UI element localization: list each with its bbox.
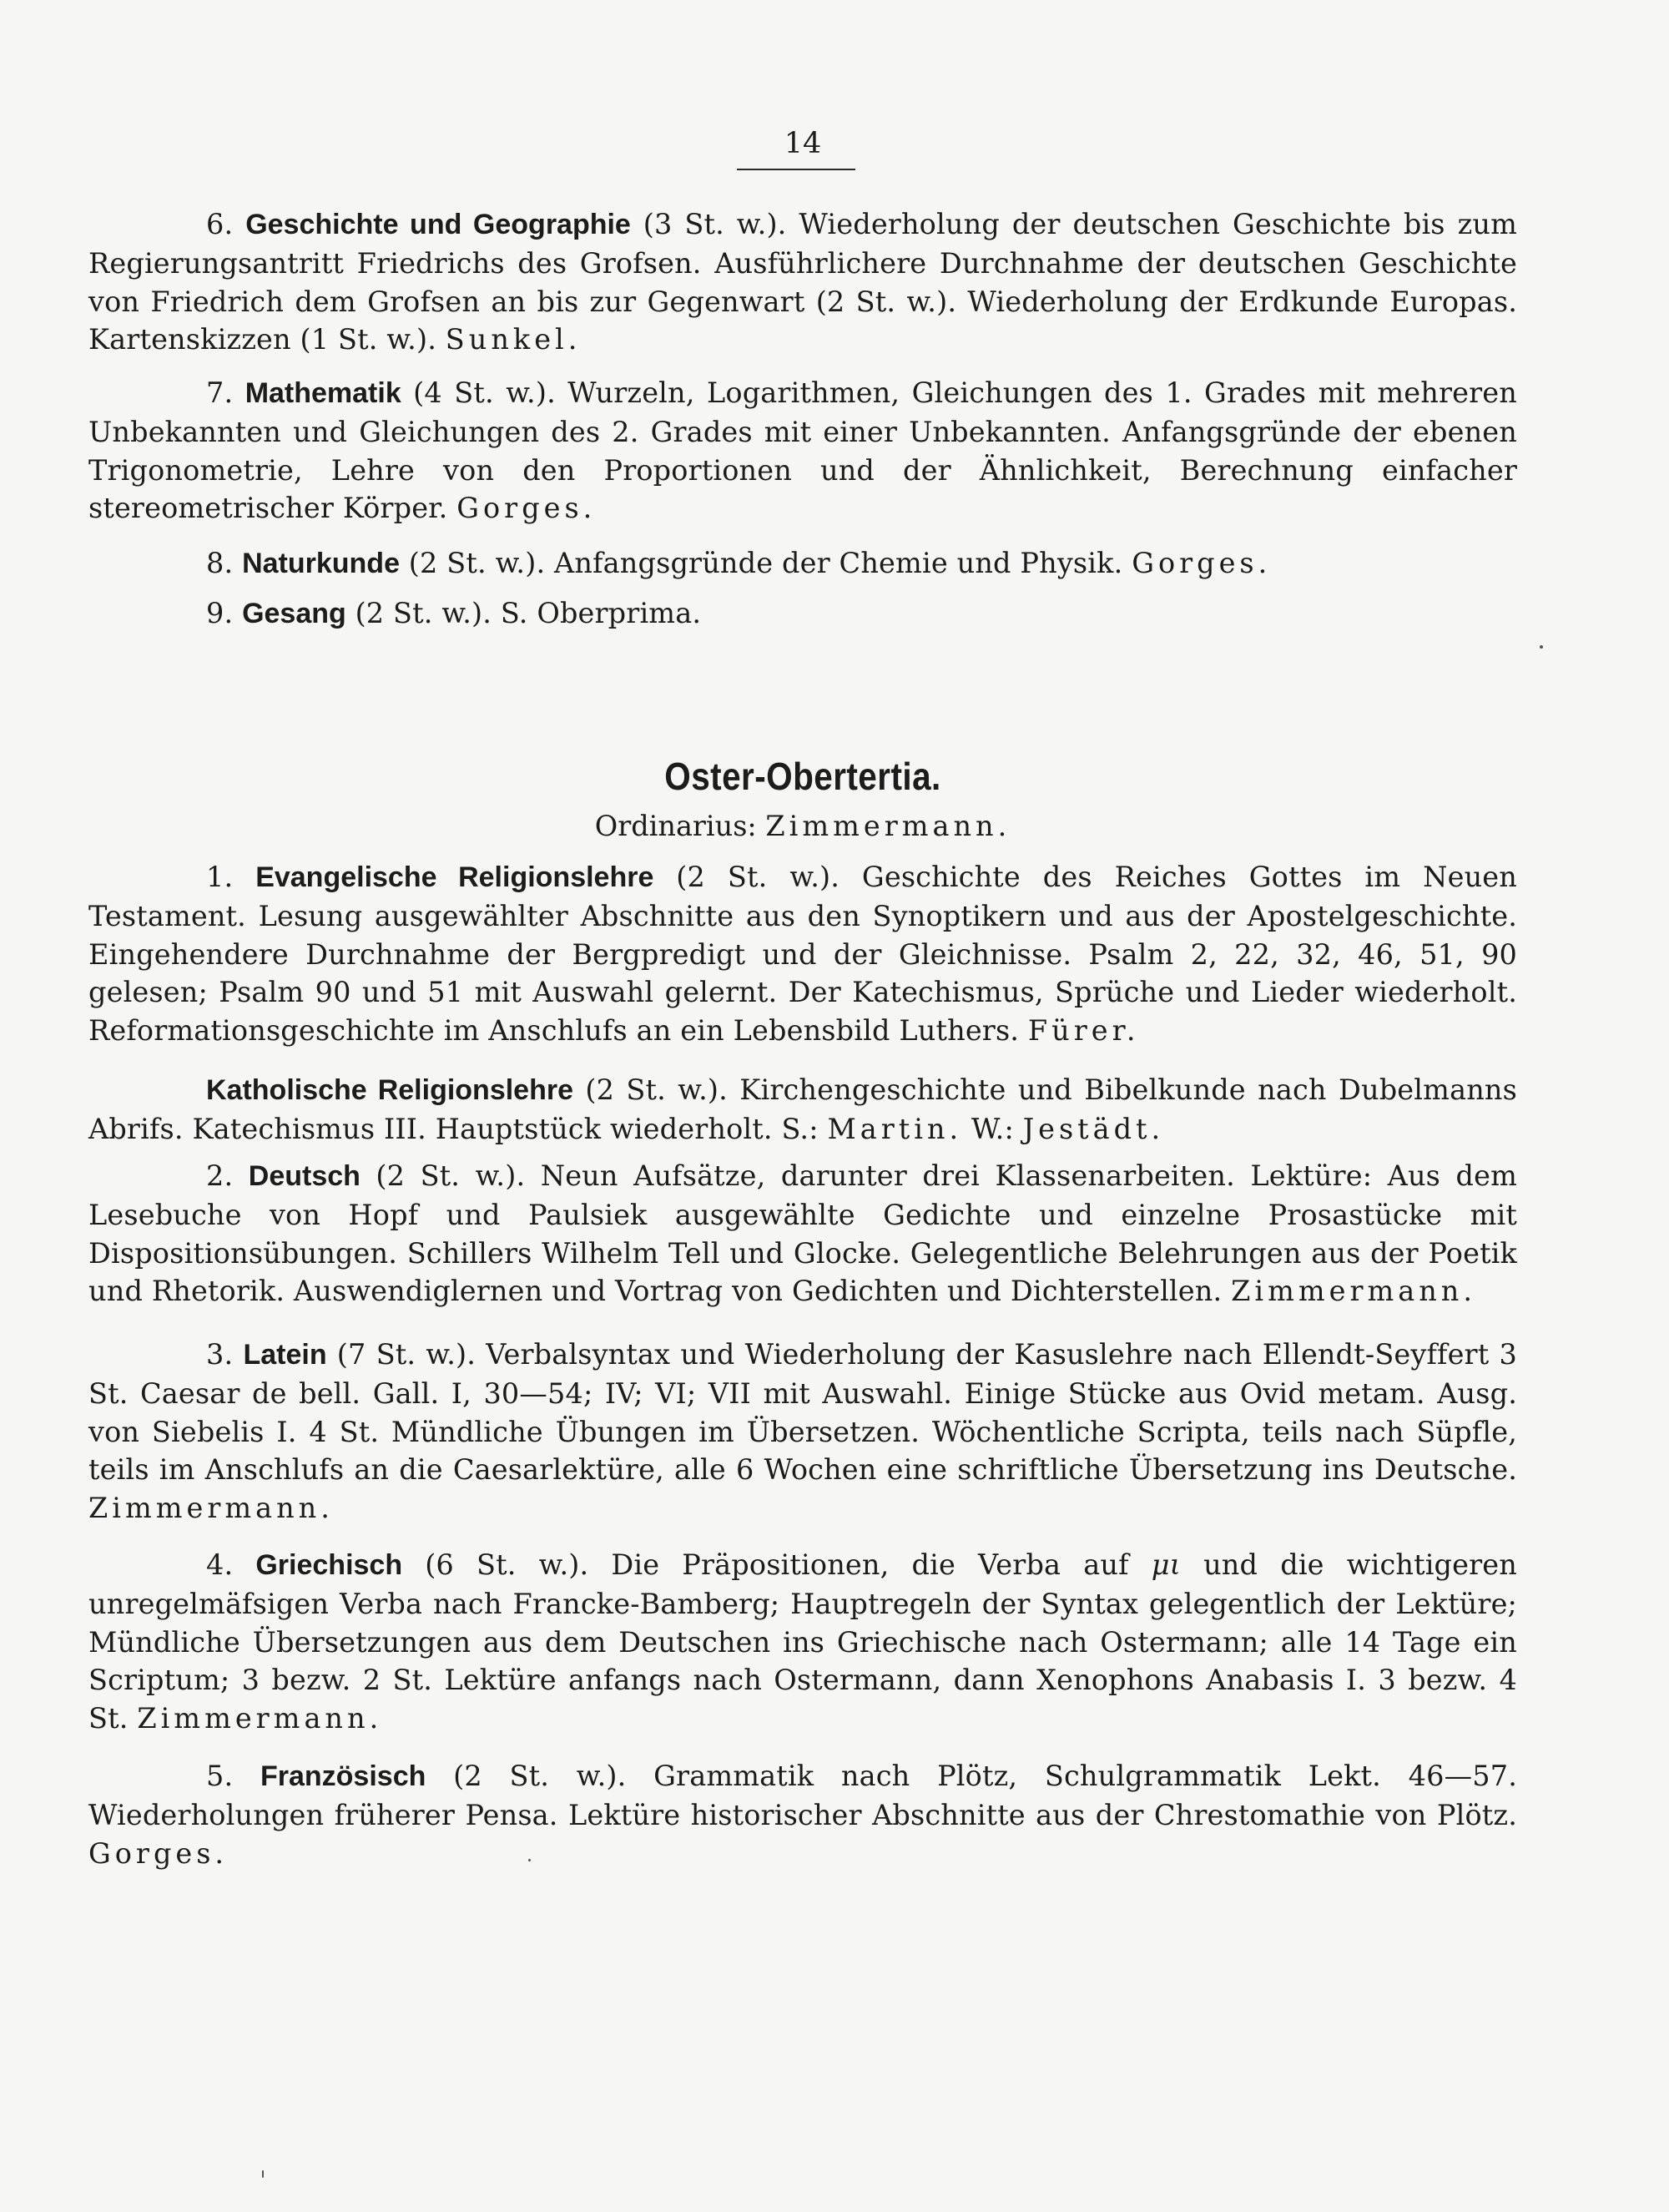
scan-speck — [1540, 645, 1543, 649]
item-number: 8. — [206, 547, 243, 579]
subject-heading: Gesang — [242, 598, 346, 629]
paragraph-text: (2 St. w.). Kirchengeschichte und Bibelkunde nach Dubelmanns Abrifs. Katechismus III. Hauptstück wiederholt. S.: — [88, 1073, 1517, 1145]
paragraph-deutsch — [88, 1157, 1517, 1311]
subject-heading: Deutsch — [248, 1160, 361, 1192]
paragraph-text: (2 St. w.). Geschichte des Reiches Gottes im Neuen Testament. Lesung ausgewählter Abschnitte aus den Synoptikern und aus der Apostelgeschichte. Eingehendere Durchnahme der Bergpredigt und der Gleichnisse. Psalm 2, 22, 32, 46, 51, 90 gelesen; Psalm 90 und 51 mit Auswahl gelernt. Der Katechismus, Sprüche und Lieder wiederholt. Reformationsgeschichte im Anschlufs an ein Lebensbild Luthers. — [88, 861, 1517, 1048]
section-title: Oster-Obertertia. — [664, 755, 941, 798]
ordinarius-label: Ordinarius: — [594, 810, 766, 842]
item-number: 2. — [206, 1159, 249, 1192]
item-number: 6. — [206, 208, 246, 240]
teacher-name: Zimmermann. — [88, 1492, 334, 1525]
paragraph-evangelische-religionslehre — [88, 858, 1517, 1050]
item-number: 3. — [206, 1338, 244, 1371]
paragraph-naturkunde — [88, 544, 1517, 583]
ordinarius-line — [88, 808, 1517, 845]
teacher-name: Gorges. — [88, 1836, 229, 1870]
document-page — [88, 0, 1517, 2212]
subject-heading: Französisch — [260, 1760, 426, 1792]
item-number: 9. — [206, 597, 243, 629]
teacher-name: Martin. — [827, 1112, 963, 1145]
paragraph-franzoesisch — [88, 1757, 1517, 1872]
page-number-rule — [737, 169, 855, 170]
subject-heading: Naturkunde — [242, 548, 400, 579]
paragraph-text: W.: — [962, 1112, 1023, 1145]
paragraph-katholische-religionslehre — [88, 1071, 1517, 1149]
subject-heading: Geschichte und Geographie — [245, 209, 631, 240]
item-number: 7. — [206, 376, 245, 409]
teacher-name: Sunkel. — [445, 323, 582, 356]
scan-speck — [528, 1859, 531, 1861]
subject-heading: Griechisch — [255, 1549, 403, 1581]
paragraph-text: (2 St. w.). S. Oberprima. — [345, 597, 702, 629]
teacher-name: Zimmermann. — [1231, 1275, 1477, 1308]
paragraph-text: (2 St. w.). Grammatik nach Plötz, Schulgrammatik Lekt. 46—57. Wiederholungen früherer Pensa. Lektüre historischer Abschnitte aus der Chrestomathie von Plötz. — [88, 1760, 1517, 1831]
paragraph-text: (7 St. w.). Verbalsyntax und Wiederholung der Kasuslehre nach Ellendt-Seyffert 3 St. Caesar de bell. Gall. I, 30—54; IV; VI; VII mit Auswahl. Einige Stücke aus Ovid metam. Ausg. von Siebelis I. 4 St. Mündliche Übungen im Übersetzen. Wöchentliche Scripta, teils nach Süpfle, teils im Anschlufs an die Caesarlektüre, alle 6 Wochen eine schriftliche Übersetzung ins Deutsche. — [88, 1338, 1517, 1487]
subject-heading: Katholische Religionslehre — [206, 1074, 573, 1106]
scan-speck — [262, 2170, 264, 2178]
paragraph-text: und die wichtigeren unregelmäfsigen Verba nach Francke-Bamberg; Hauptregeln der Syntax gelegentlich der Lektüre; Mündliche Übersetzungen aus dem Deutschen ins Griechische nach Ostermann; alle 14 Tage ein Scriptum; 3 bezw. 2 St. Lektüre anfangs nach Ostermann, dann Xenophons Anabasis I. 3 bezw. 4 St. — [88, 1548, 1517, 1735]
ordinarius-name: Zimmermann. — [765, 810, 1011, 842]
item-number: 4. — [206, 1548, 256, 1581]
page-number: 14 — [784, 127, 822, 160]
teacher-name: Zimmermann. — [137, 1702, 383, 1735]
teacher-name: Jestädt. — [1022, 1112, 1165, 1145]
paragraph-text: (6 St. w.). Die Präpositionen, die Verba auf — [402, 1548, 1152, 1581]
paragraph-latein — [88, 1336, 1517, 1528]
greek-word: μι — [1151, 1548, 1181, 1581]
teacher-name: Fürer. — [1027, 1014, 1140, 1048]
item-number: 1. — [206, 861, 256, 893]
paragraph-gesang — [88, 594, 1517, 634]
paragraph-text: (3 St. w.). Wiederholung der deutschen Geschichte bis zum Regierungsantritt Friedrichs des Grofsen. Ausführlichere Durchnahme der deutschen Geschichte von Friedrich dem Grofsen an bis zur Gegenwart (2 St. w.). Wiederholung der Erdkunde Europas. Kartenskizzen (1 St. w.). — [88, 208, 1518, 356]
paragraph-mathematik — [88, 374, 1517, 528]
paragraph-text: (2 St. w.). Neun Aufsätze, darunter drei Klassenarbeiten. Lektüre: Aus dem Lesebuche von Hopf und Paulsiek ausgewählte Gedichte und einzelne Prosastücke mit Dispositionsübungen. Schillers Wilhelm Tell und Glocke. Gelegentliche Belehrungen aus der Poetik und Rhetorik. Auswendiglernen und Vortrag von Gedichten und Dichterstellen. — [88, 1159, 1518, 1308]
paragraph-text: (2 St. w.). Anfangsgründe der Chemie und Physik. — [399, 547, 1132, 579]
subject-heading: Latein — [243, 1339, 327, 1371]
paragraph-griechisch — [88, 1546, 1517, 1738]
teacher-name: Gorges. — [1132, 547, 1272, 579]
subject-heading: Evangelische Religionslehre — [255, 861, 654, 893]
paragraph-text: (4 St. w.). Wurzeln, Logarithmen, Gleichungen des 1. Grades mit mehreren Unbekannten und Gleichungen des 2. Grades mit einer Unbekannten. Anfangsgründe der ebenen Trigonometrie, Lehre von den Proportionen und der Ähnlichkeit, Berechnung einfacher stereometrischer Körper. — [88, 376, 1517, 525]
subject-heading: Mathematik — [245, 377, 401, 409]
teacher-name: Gorges. — [456, 492, 597, 525]
paragraph-geschichte — [88, 205, 1517, 359]
item-number: 5. — [206, 1760, 260, 1792]
